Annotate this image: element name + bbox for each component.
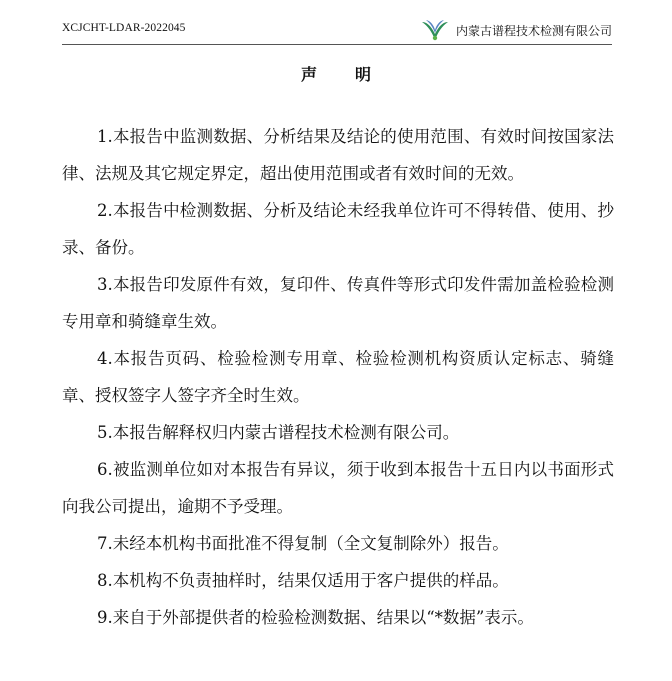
report-code: XCJCHT-LDAR-2022045 xyxy=(62,22,186,34)
clause-4: 4.本报告页码、检验检测专用章、检验检测机构资质认定标志、骑缝章、授权签字人签字齐全时生效。 xyxy=(62,349,614,405)
statement-body xyxy=(62,118,614,636)
clause-6: 6.被监测单位如对本报告有异议，须于收到本报告十五日内以书面形式向我公司提出，逾期不予受理。 xyxy=(62,460,614,516)
clause-1: 1.本报告中监测数据、分析结果及结论的使用范围、有效时间按国家法律、法规及其它规定界定，超出使用范围或者有效时间的无效。 xyxy=(62,127,614,183)
page-title: 声明 xyxy=(300,65,409,84)
header-divider xyxy=(62,44,612,45)
clause-5: 5.本报告解释权归内蒙古谱程技术检测有限公司。 xyxy=(97,423,460,442)
company-name: 内蒙古谱程技术检测有限公司 xyxy=(455,23,612,38)
clause-7: 7.未经本机构书面批准不得复制（全文复制除外）报告。 xyxy=(97,534,509,553)
clause-3: 3.本报告印发原件有效，复印件、传真件等形式印发件需加盖检验检测专用章和骑缝章生效。 xyxy=(62,275,614,331)
clause-9: 9.来自于外部提供者的检验检测数据、结果以“*数据”表示。 xyxy=(97,608,534,627)
company-logo-icon xyxy=(420,18,450,42)
clause-2: 2.本报告中检测数据、分析及结论未经我单位许可不得转借、使用、抄录、备份。 xyxy=(62,201,614,257)
company-block xyxy=(420,18,612,42)
clause-8: 8.本机构不负责抽样时，结果仅适用于客户提供的样品。 xyxy=(97,571,509,590)
page-header xyxy=(62,14,612,44)
